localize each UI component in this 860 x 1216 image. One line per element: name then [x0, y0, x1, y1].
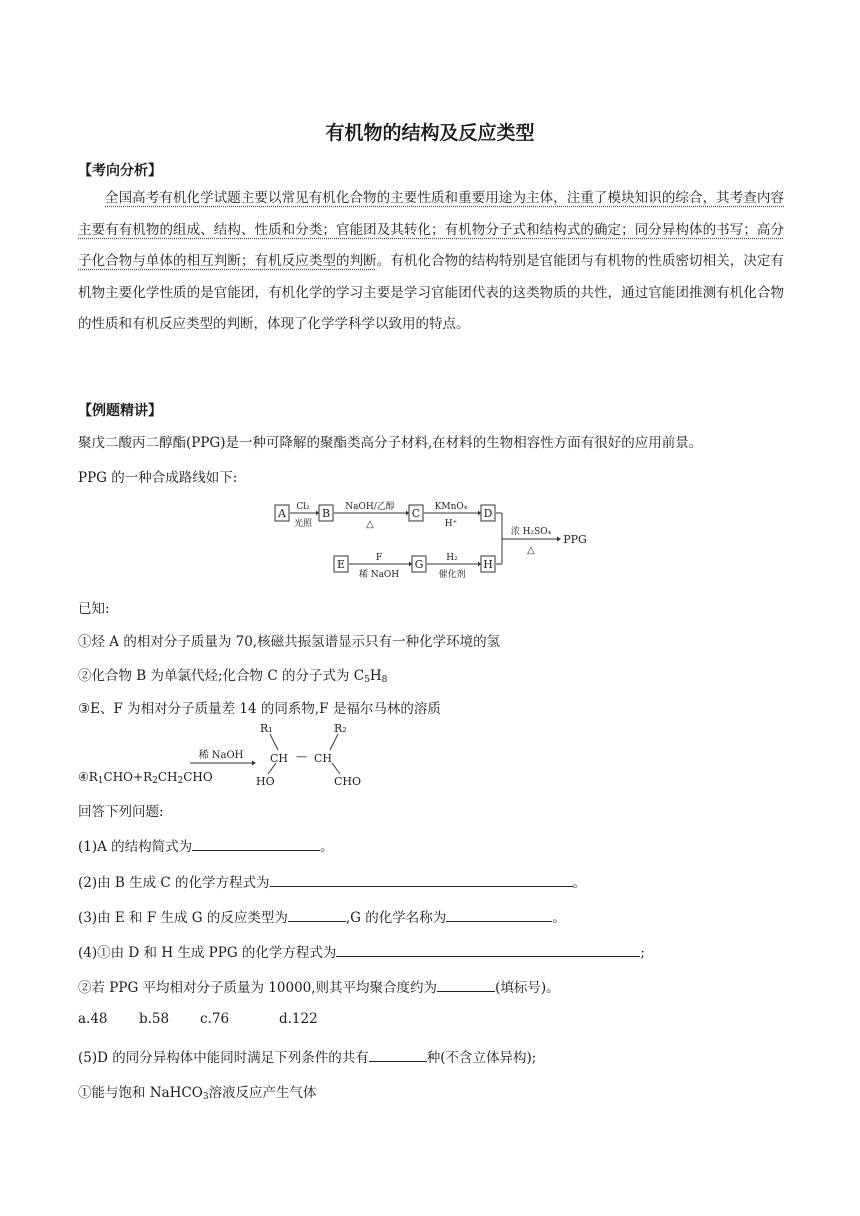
question-4b: ②若 PPG 平均相对分子质量为 10000,则其平均聚合度约为 (填标号)。	[78, 976, 560, 996]
reagent-3-top: KMnO₄	[434, 502, 468, 512]
compound-G: G	[414, 558, 424, 571]
compound-H: H	[483, 558, 493, 571]
cho-group: CHO	[334, 775, 362, 788]
answer-blank-3a[interactable]	[288, 907, 346, 922]
aldol-reagent: 稀 NaOH	[198, 750, 244, 761]
answer-blank-1[interactable]	[192, 836, 320, 851]
answer-blank-2[interactable]	[270, 872, 573, 887]
reagent-1-top: Cl₂	[296, 502, 310, 512]
option-c: c.76	[200, 1011, 230, 1027]
answer-blank-4b[interactable]	[437, 977, 495, 992]
option-b: b.58	[139, 1011, 170, 1027]
compound-D: D	[483, 507, 493, 520]
known-label: 已知:	[78, 601, 110, 617]
ch-right: CH	[314, 752, 333, 765]
reagent-3-bottom: H⁺	[444, 519, 458, 529]
compound-E: E	[336, 558, 346, 571]
analysis-text: 。有机化合物的结构特别是官能团与有机物的性质密切相关，决定有机物主要化学性质的是官能团，有机化学的学习主要是学习官能团代表的这类物质的共性，通过官能团推测有机化合物的性质和有机反应类型的判断，体现了化学学科学以致用的特点。	[78, 253, 785, 332]
question-5-condition-1: ①能与饱和 NaHCO$_3$溶液反应产生气体	[78, 1085, 317, 1102]
ho-group: HO	[256, 775, 275, 788]
question-3: (3)由 E 和 F 生成 G 的反应类型为 ,G 的化学名称为 。	[78, 906, 566, 926]
option-a: a.48	[78, 1011, 108, 1027]
aldol-product-structure	[190, 722, 380, 788]
reagent-5-bottom: 催化剂	[438, 570, 466, 580]
compound-B: B	[321, 507, 331, 520]
known-item-4-reactants: $④R_1CHO+R_2CH_2CHO$	[78, 770, 213, 786]
section-heading-example: 【例题精讲】	[78, 403, 162, 419]
reagent-1-bottom: 光照	[293, 519, 313, 529]
section-heading-analysis: 【考向分析】	[78, 163, 162, 179]
answer-blank-4a[interactable]	[336, 942, 640, 957]
answer-intro: 回答下列问题:	[78, 804, 164, 820]
reagent-5-top: H₂	[446, 553, 458, 563]
answer-blank-3b[interactable]	[446, 907, 552, 922]
intro-line-2: PPG 的一种合成路线如下:	[78, 470, 238, 486]
product-PPG: PPG	[563, 533, 587, 546]
r1-label: R₁	[260, 722, 273, 735]
bond-dash: —	[296, 750, 307, 763]
analysis-paragraph	[78, 183, 784, 341]
option-d: d.122	[279, 1011, 318, 1027]
known-item-1: ①烃 A 的相对分子质量为 70,核磁共振氢谱显示只有一种化学环境的氢	[78, 634, 501, 650]
reagent-6-bottom: △	[527, 545, 535, 556]
page-title: 有机物的结构及反应类型	[325, 122, 535, 144]
reagent-2-bottom: △	[366, 519, 374, 530]
compound-A: A	[278, 507, 286, 520]
analysis-underlined-text: 全国高考有机化学试题主要以常见有机化合物的主要性质和重要用途为主体，注重了模块知识的综合，其考查内容主要有有机物的组成、结构、性质和分类；官能团及其转化；有机物分子式和结构式的确定；同分异构体的书写；高分子化合物与单体的相互判断；有机反应类型的判断	[78, 190, 784, 269]
compound-C: C	[411, 507, 421, 520]
known-item-3: ③E、F 为相对分子质量差 14 的同系物,F 是福尔马林的溶质	[78, 701, 441, 717]
reagent-4-bottom: 稀 NaOH	[358, 570, 400, 580]
reagent-6-top: 浓 H₂SO₄	[510, 527, 552, 537]
reagent-2-top: NaOH/乙醇	[345, 502, 395, 512]
intro-line-1: 聚戊二酸丙二醇酯(PPG)是一种可降解的聚酯类高分子材料,在材料的生物相容性方面有很好的应用前景。	[78, 435, 703, 451]
reagent-4-top: F	[375, 553, 383, 563]
question-4a: (4)①由 D 和 H 生成 PPG 的化学方程式为 ;	[78, 941, 645, 961]
question-2: (2)由 B 生成 C 的化学方程式为 。	[78, 871, 586, 891]
known-item-2: ②化合物 B 为单氯代烃;化合物 C 的分子式为 $C_5H_8$	[78, 668, 388, 685]
question-1: (1)A 的结构简式为 。	[78, 835, 334, 855]
answer-blank-5[interactable]	[369, 1047, 427, 1062]
synthesis-scheme	[262, 496, 602, 586]
ch-left: CH	[270, 752, 289, 765]
answer-options	[78, 1011, 318, 1027]
question-5: (5)D 的同分异构体中能同时满足下列条件的共有 种(不含立体异构);	[78, 1046, 536, 1066]
r2-label: R₂	[334, 722, 347, 735]
